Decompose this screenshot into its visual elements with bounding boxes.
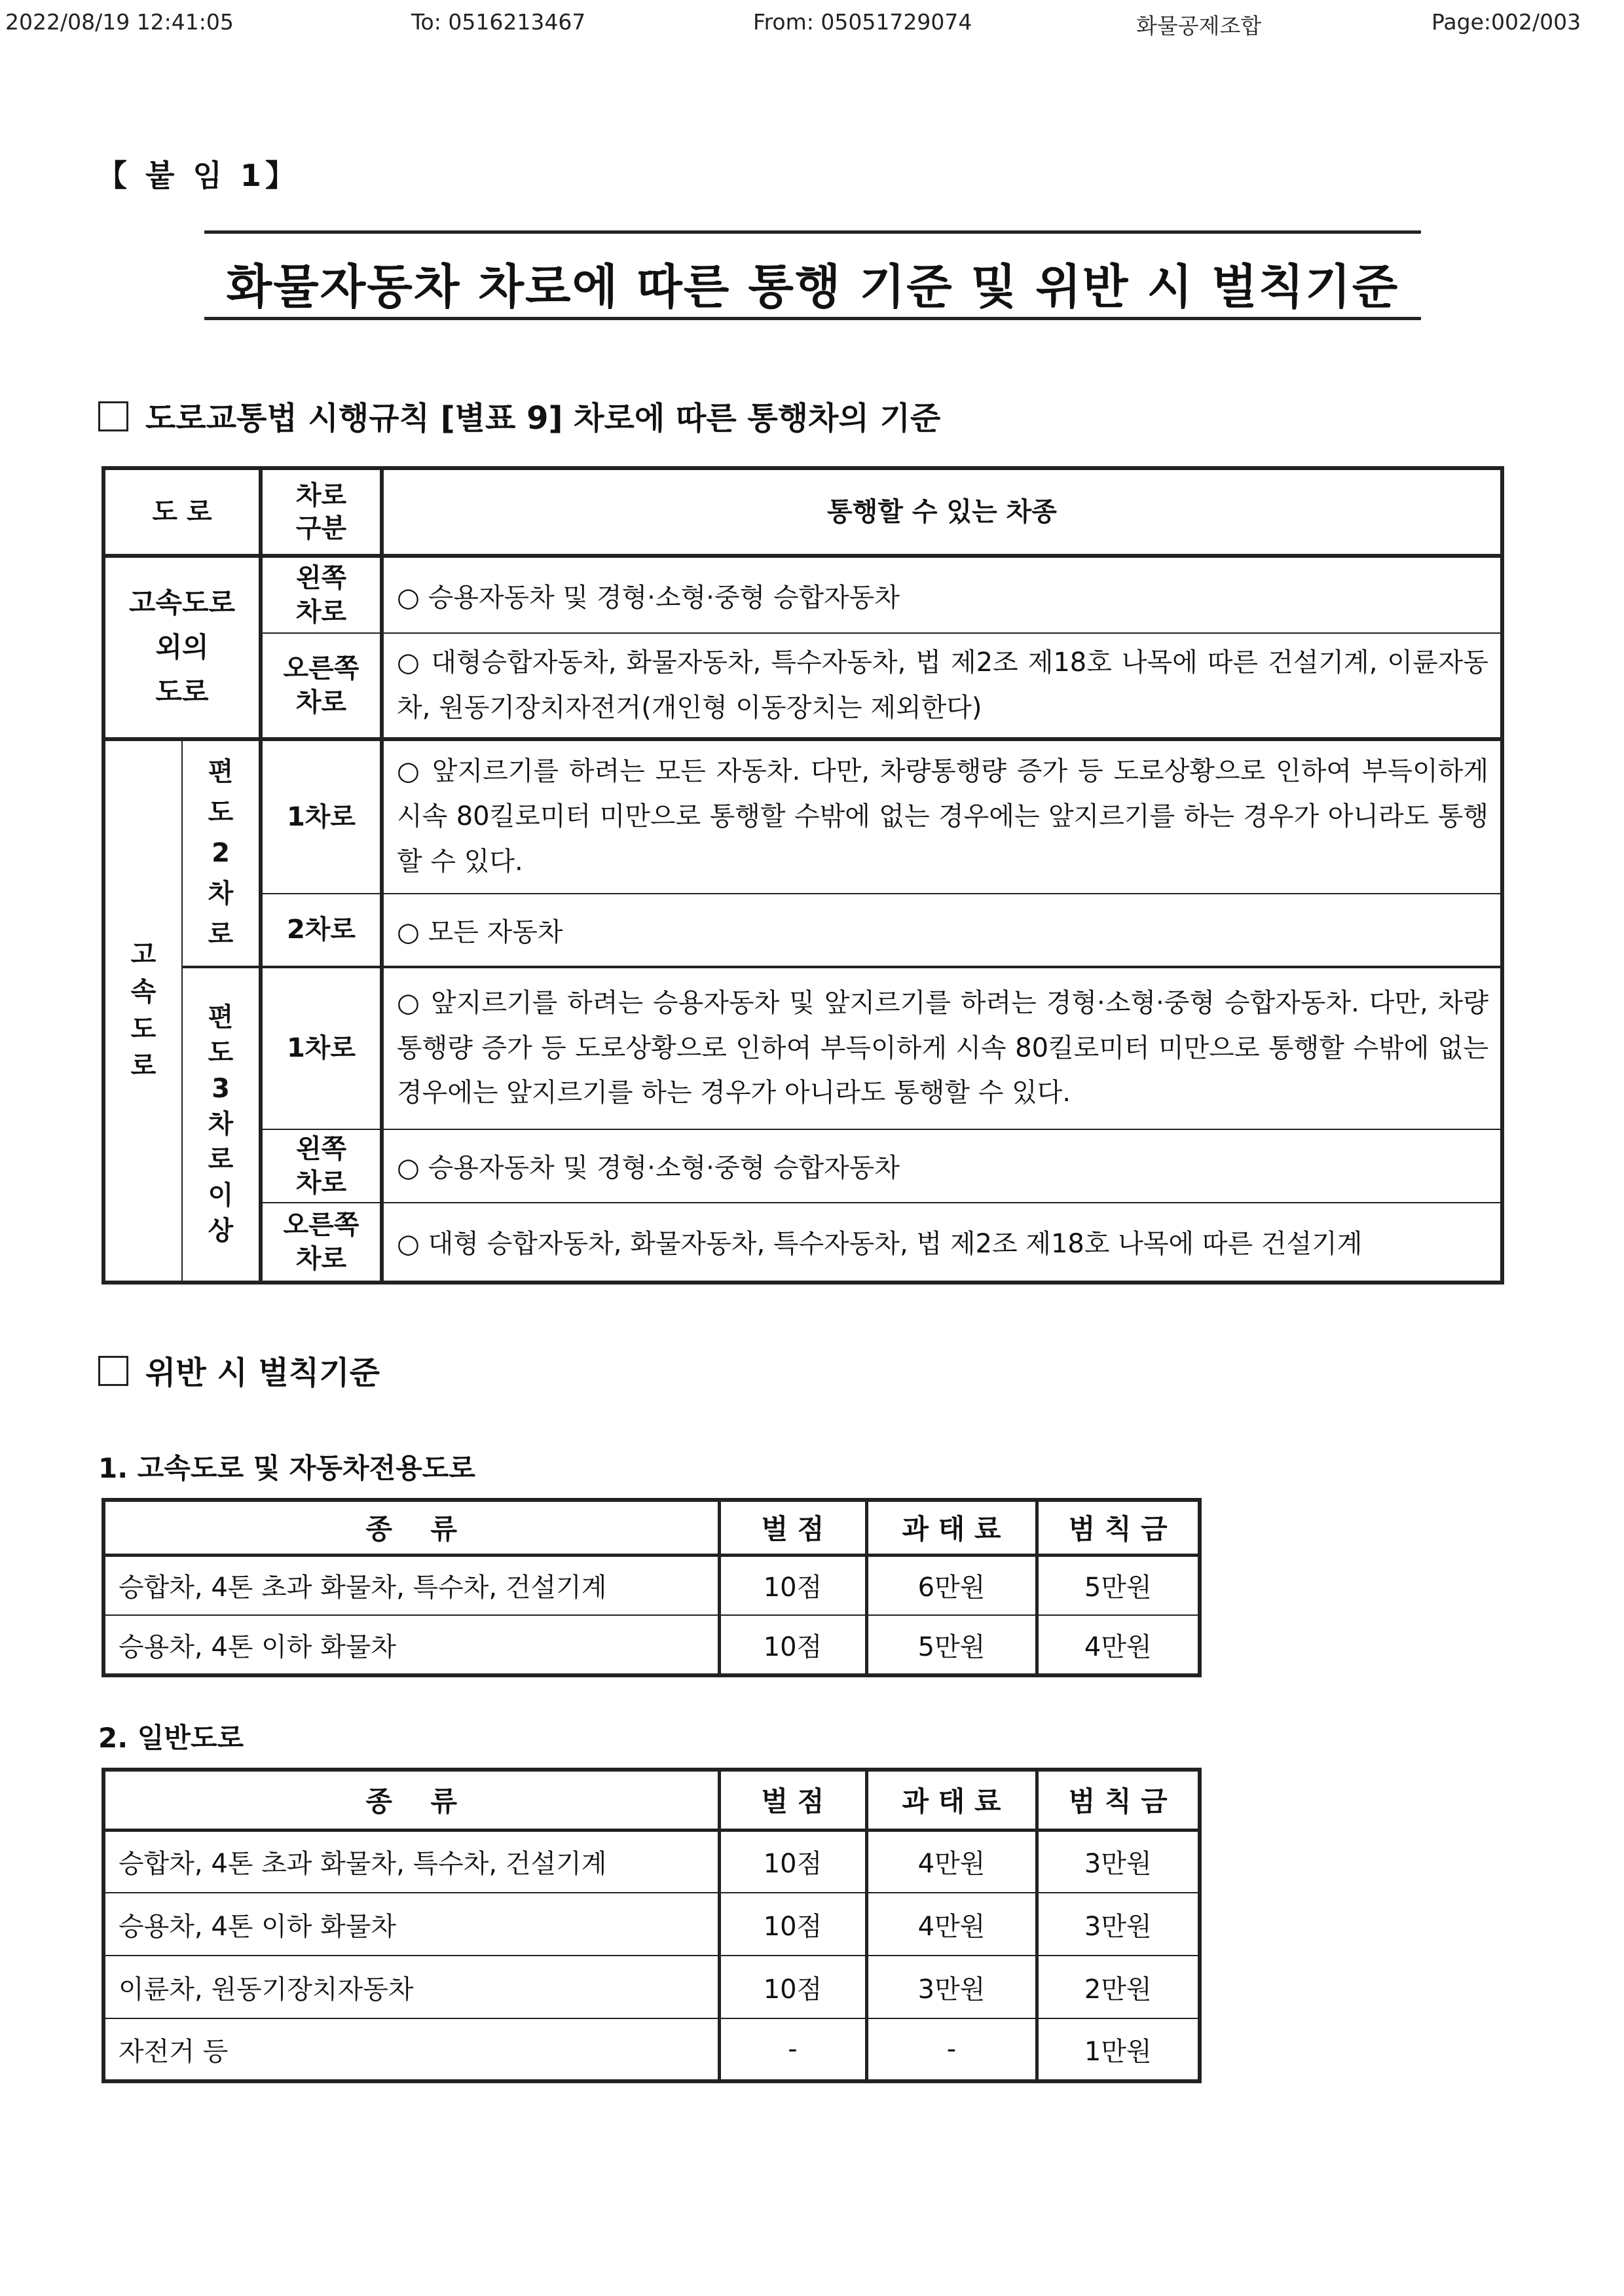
penalty-header-row <box>103 1500 1200 1555</box>
header-type: 종 류 <box>103 1500 719 1555</box>
table-row <box>103 2018 1200 2081</box>
table-row <box>103 894 1502 967</box>
three-lane-char: 도 <box>208 1038 234 1068</box>
fax-page: Page:002/003 <box>1431 9 1581 35</box>
section1-heading <box>98 393 940 438</box>
expressway-char: 로 <box>130 1051 157 1082</box>
row-fine: 6만원 <box>866 1555 1037 1615</box>
row-type: 자전거 등 <box>103 2018 719 2081</box>
two-lane-cell <box>182 739 261 967</box>
section2-heading <box>98 1347 380 1393</box>
row-points: 10점 <box>719 1830 866 1893</box>
three-right-text: ○ 대형 승합자동차, 화물자동차, 특수자동차, 법 제2조 제18호 나목에 따른 건설기계 <box>382 1203 1502 1283</box>
two-lane-2-text: ○ 모든 자동차 <box>382 894 1502 967</box>
three-lane-cell <box>182 967 261 1283</box>
two-lane-char: 2 <box>212 838 230 869</box>
section2-heading-text: 위반 시 벌칙기준 <box>145 1355 380 1391</box>
general-road-line3: 도로 <box>155 675 209 708</box>
header-penalty: 범 칙 금 <box>1037 1500 1200 1555</box>
row-points: 10점 <box>719 1615 866 1675</box>
attachment-label: 【 붙 임 1】 <box>97 158 299 193</box>
right-lane-line2: 차로 <box>295 1243 347 1274</box>
three-lane-char: 차 <box>208 1108 234 1139</box>
left-lane-line1: 왼쪽 <box>295 1133 347 1164</box>
general-left-lane <box>261 556 382 633</box>
fax-sender: 화물공제조합 <box>1136 13 1262 39</box>
header-penalty: 범 칙 금 <box>1037 1770 1200 1830</box>
row-penalty: 1만원 <box>1037 2018 1200 2081</box>
three-lane-char: 로 <box>208 1144 234 1175</box>
general-left-text: ○ 승용자동차 및 경형·소형·중형 승합자동차 <box>382 556 1502 633</box>
general-road-line1: 고속도로 <box>128 586 236 619</box>
row-type: 승용차, 4톤 이하 화물차 <box>103 1615 719 1675</box>
header-lane-line2: 구분 <box>295 513 347 543</box>
table-row <box>103 1956 1200 2018</box>
row-type: 이륜차, 원동기장치자동차 <box>103 1956 719 2018</box>
right-lane-line1: 오른쪽 <box>283 653 360 683</box>
right-lane-line1: 오른쪽 <box>283 1209 360 1240</box>
row-type: 승합차, 4톤 초과 화물차, 특수차, 건설기계 <box>103 1555 719 1615</box>
lane-rules-table <box>101 466 1504 1285</box>
header-points: 벌 점 <box>719 1770 866 1830</box>
general-right-lane <box>261 633 382 739</box>
right-lane-line2: 차로 <box>295 687 347 718</box>
row-points: - <box>719 2018 866 2081</box>
two-lane-2: 2차로 <box>261 894 382 967</box>
header-vehicles: 통행할 수 있는 차종 <box>382 468 1502 556</box>
three-left-lane <box>261 1129 382 1203</box>
row-type: 승용차, 4톤 이하 화물차 <box>103 1893 719 1956</box>
row-points: 10점 <box>719 1555 866 1615</box>
row-penalty: 4만원 <box>1037 1615 1200 1675</box>
three-lane-char: 상 <box>208 1216 234 1247</box>
general-penalty-title: 2. 일반도로 <box>98 1722 244 1754</box>
header-lane <box>261 468 382 556</box>
fax-datetime: 2022/08/19 12:41:05 <box>5 9 234 35</box>
fax-from: From: 05051729074 <box>753 9 972 35</box>
two-lane-1-text: ○ 앞지르기를 하려는 모든 자동차. 다만, 차량통행량 증가 등 도로상황으로 인하여 부득이하게 시속 80킬로미터 미만으로 통행할 수밖에 없는 경우에는 앞지르기를 하는 경우가 아니라도 통행할 수 있다. <box>382 739 1502 894</box>
row-penalty: 2만원 <box>1037 1956 1200 2018</box>
three-lane-char: 이 <box>208 1180 234 1211</box>
header-type: 종 류 <box>103 1770 719 1830</box>
three-left-text: ○ 승용자동차 및 경형·소형·중형 승합자동차 <box>382 1129 1502 1203</box>
general-road-line2: 외의 <box>155 630 209 663</box>
row-penalty: 5만원 <box>1037 1555 1200 1615</box>
table-row <box>103 1555 1200 1615</box>
expressway-char: 속 <box>130 976 157 1007</box>
table-row <box>103 1893 1200 1956</box>
left-lane-line1: 왼쪽 <box>295 563 347 593</box>
section1-heading-text: 도로교통법 시행규칙 [별표 9] 차로에 따른 통행차의 기준 <box>145 400 941 437</box>
general-right-text: ○ 대형승합자동차, 화물자동차, 특수자동차, 법 제2조 제18호 나목에 따른 건설기계, 이륜자동차, 원동기장치자전거(개인형 이동장치는 제외한다) <box>382 633 1502 739</box>
table-row <box>103 967 1502 1129</box>
row-points: 10점 <box>719 1956 866 2018</box>
two-lane-1: 1차로 <box>261 739 382 894</box>
row-type: 승합차, 4톤 초과 화물차, 특수차, 건설기계 <box>103 1830 719 1893</box>
expressway-cell <box>103 739 182 1283</box>
header-points: 벌 점 <box>719 1500 866 1555</box>
page-title: 화물자동차 차로에 따른 통행 기준 및 위반 시 벌칙기준 <box>226 259 1399 314</box>
row-fine: 4만원 <box>866 1893 1037 1956</box>
expressway-penalty-title: 1. 고속도로 및 자동차전용도로 <box>98 1452 475 1484</box>
header-fine: 과 태 료 <box>866 1500 1037 1555</box>
table-row <box>103 739 1502 894</box>
fax-header <box>0 9 1624 42</box>
header-fine: 과 태 료 <box>866 1770 1037 1830</box>
table-row <box>103 1615 1200 1675</box>
expressway-char: 고 <box>130 939 157 970</box>
row-fine: 3만원 <box>866 1956 1037 2018</box>
three-lane-1: 1차로 <box>261 967 382 1129</box>
general-road-cell <box>103 556 261 739</box>
three-lane-1-text: ○ 앞지르기를 하려는 승용자동차 및 앞지르기를 하려는 경형·소형·중형 승합자동차. 다만, 차량통행량 증가 등 도로상황으로 인하여 부득이하게 시속 80킬로미터 미만으로 통행할 수밖에 없는 경우에는 앞지르기를 하는 경우가 아니라도 통행할 수 있다. <box>382 967 1502 1129</box>
general-penalty-table <box>101 1768 1202 2083</box>
row-fine: 5만원 <box>866 1615 1037 1675</box>
penalty-header-row <box>103 1770 1200 1830</box>
checkbox-square-icon <box>98 1356 128 1386</box>
fax-to: To: 0516213467 <box>411 9 586 35</box>
expressway-penalty-table <box>101 1498 1202 1677</box>
title-rule-bottom <box>204 317 1421 320</box>
three-lane-char: 3 <box>212 1073 230 1104</box>
two-lane-char: 차 <box>208 879 234 909</box>
table-row <box>103 556 1502 633</box>
row-fine: - <box>866 2018 1037 2081</box>
table-row <box>103 1203 1502 1283</box>
left-lane-line2: 차로 <box>295 597 347 627</box>
two-lane-char: 편 <box>208 757 234 788</box>
checkbox-square-icon <box>98 401 128 431</box>
table-row <box>103 633 1502 739</box>
row-fine: 4만원 <box>866 1830 1037 1893</box>
header-lane-line1: 차로 <box>295 481 347 511</box>
table-header-row <box>103 468 1502 556</box>
table-row <box>103 1129 1502 1203</box>
title-rule-top <box>204 230 1421 234</box>
header-road: 도 로 <box>103 468 261 556</box>
row-penalty: 3만원 <box>1037 1893 1200 1956</box>
two-lane-char: 도 <box>208 797 234 828</box>
row-penalty: 3만원 <box>1037 1830 1200 1893</box>
expressway-char: 도 <box>130 1013 157 1044</box>
row-points: 10점 <box>719 1893 866 1956</box>
left-lane-line2: 차로 <box>295 1167 347 1198</box>
three-lane-char: 편 <box>208 1002 234 1032</box>
table-row <box>103 1830 1200 1893</box>
three-right-lane <box>261 1203 382 1283</box>
two-lane-char: 로 <box>208 919 234 950</box>
